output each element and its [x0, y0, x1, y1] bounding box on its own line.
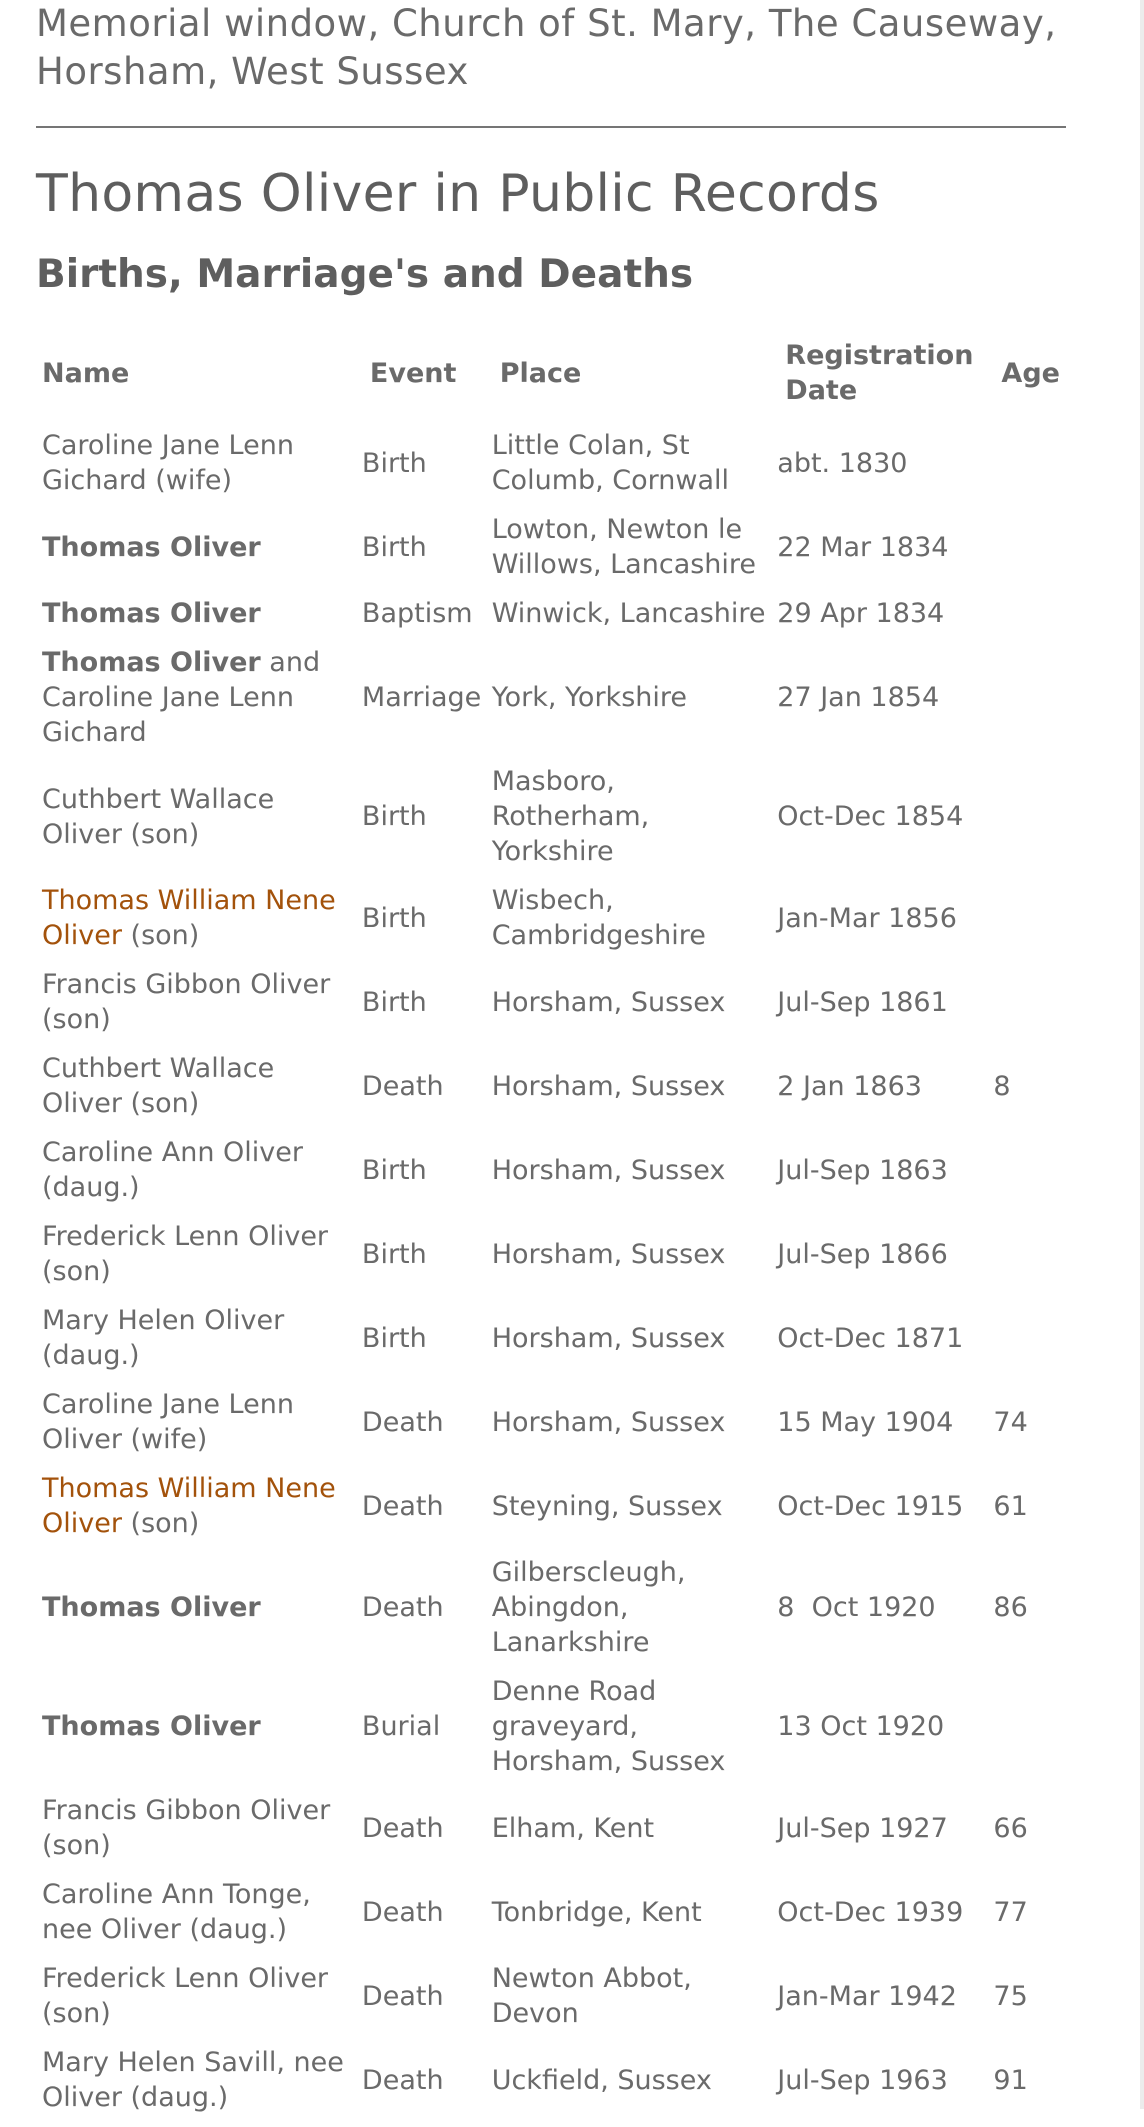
table-row — [34, 762, 1068, 881]
cell-name: Caroline Ann Tonge, nee Oliver (daug.) — [42, 1879, 311, 1945]
cell-place: Lowton, Newton le Willows, Lancashire — [491, 514, 757, 580]
table-row — [34, 1133, 1068, 1217]
cell-date: Jul-Sep 1963 — [777, 2064, 948, 2096]
cell-place: Horsham, Sussex — [491, 1406, 726, 1438]
table-row — [34, 1553, 1068, 1672]
person-link[interactable]: Thomas William Nene Oliver — [42, 1473, 336, 1539]
cell-date: 13 Oct 1920 — [777, 1711, 945, 1742]
cell-event: Death — [361, 1592, 444, 1623]
table-row — [34, 426, 1068, 510]
cell-age: 77 — [993, 1896, 1028, 1928]
cell-event: Death — [361, 1406, 444, 1438]
table-row — [34, 881, 1068, 965]
cell-date: Jul-Sep 1866 — [777, 1238, 948, 1270]
cell-event: Death — [361, 1490, 444, 1522]
cell-name: Thomas Oliver — [42, 1592, 261, 1623]
cell-name — [34, 643, 362, 762]
cell-event: Birth — [361, 1154, 427, 1186]
cell-date: Jul-Sep 1861 — [777, 986, 948, 1018]
cell-event: Death — [361, 1896, 444, 1928]
cell-event: Death — [361, 2064, 444, 2096]
table-header-row — [34, 338, 1068, 426]
divider — [36, 126, 1066, 128]
name-rest: (son) — [121, 1508, 200, 1539]
cell-event: Birth — [361, 531, 427, 563]
cell-age — [981, 594, 1068, 643]
cell-event: Burial — [361, 1711, 441, 1742]
cell-name: Caroline Jane Lenn Oliver (wife) — [42, 1389, 294, 1455]
cell-age: 86 — [993, 1592, 1028, 1623]
cell-name: Thomas Oliver — [42, 598, 261, 629]
table-row — [34, 1385, 1068, 1469]
table-row — [34, 1875, 1068, 1959]
table-row — [34, 1791, 1068, 1875]
cell-date: Oct-Dec 1854 — [777, 801, 964, 832]
cell-date: Oct-Dec 1939 — [777, 1896, 964, 1928]
section-title: Births, Marriage's and Deaths — [36, 252, 694, 297]
cell-place: Tonbridge, Kent — [491, 1896, 702, 1928]
cell-place: Elham, Kent — [491, 1812, 655, 1844]
cell-age: 61 — [993, 1490, 1028, 1522]
cell-age: 66 — [993, 1812, 1028, 1844]
cell-place: Uckfield, Sussex — [491, 2064, 712, 2096]
table-row — [34, 1049, 1068, 1133]
cell-place: Little Colan, St Columb, Cornwall — [491, 430, 730, 496]
cell-age: 74 — [993, 1406, 1028, 1438]
cell-name: Cuthbert Wallace Oliver (son) — [42, 783, 275, 850]
cell-age — [981, 1672, 1068, 1791]
table-row — [34, 1959, 1068, 2043]
cell-date: 8 Oct 1920 — [777, 1592, 936, 1623]
name-bold: Thomas Oliver — [42, 647, 261, 678]
cell-age — [981, 762, 1068, 881]
cell-event: Baptism — [361, 598, 473, 629]
table-row — [34, 2043, 1068, 2127]
cell-place: Denne Road graveyard, Horsham, Sussex — [491, 1676, 726, 1777]
page-content — [36, 0, 1068, 2127]
cell-date: 15 May 1904 — [777, 1406, 954, 1438]
cell-name — [34, 881, 362, 965]
image-caption: Memorial window, Church of St. Mary, The Causeway, Horsham, West Sussex — [36, 2, 1057, 93]
cell-age — [981, 1133, 1068, 1217]
table-row — [34, 594, 1068, 643]
cell-event: Birth — [361, 1322, 427, 1354]
cell-date: abt. 1830 — [777, 447, 908, 479]
cell-age — [981, 426, 1068, 510]
cell-place: Horsham, Sussex — [491, 986, 726, 1018]
records-table — [34, 338, 1068, 2127]
name-rest: (son) — [121, 920, 200, 951]
cell-event: Death — [361, 1980, 444, 2012]
header-age: Age — [1001, 357, 1060, 389]
cell-name: Thomas Oliver — [42, 531, 261, 563]
cell-place: Horsham, Sussex — [491, 1154, 726, 1186]
cell-name — [34, 1469, 362, 1553]
cell-date: 29 Apr 1834 — [777, 598, 945, 629]
cell-name: Cuthbert Wallace Oliver (son) — [42, 1053, 275, 1119]
header-place: Place — [499, 357, 582, 389]
cell-event: Marriage — [361, 682, 482, 713]
cell-date: Oct-Dec 1871 — [777, 1322, 964, 1354]
cell-name: Frederick Lenn Oliver (son) — [42, 1963, 329, 2029]
cell-place: Horsham, Sussex — [491, 1070, 726, 1102]
cell-age: 75 — [993, 1980, 1028, 2012]
cell-age — [981, 1301, 1068, 1385]
cell-date: Jan-Mar 1856 — [777, 902, 957, 934]
cell-place: Newton Abbot, Devon — [491, 1963, 692, 2029]
table-row — [34, 965, 1068, 1049]
scrollbar-track[interactable] — [1140, 0, 1144, 2109]
cell-age — [981, 510, 1068, 594]
cell-event: Birth — [361, 986, 427, 1018]
cell-name: Francis Gibbon Oliver (son) — [42, 1795, 331, 1861]
cell-event: Birth — [361, 447, 427, 479]
cell-age: 91 — [993, 2064, 1028, 2096]
cell-date: 22 Mar 1834 — [777, 531, 949, 563]
header-registration-date: Registration Date — [785, 340, 974, 406]
cell-place: Gilberscleugh, Abingdon, Lanarkshire — [491, 1557, 686, 1658]
table-row — [34, 643, 1068, 762]
cell-date: 2 Jan 1863 — [777, 1070, 922, 1102]
cell-place: Steyning, Sussex — [491, 1490, 723, 1522]
cell-date: Jul-Sep 1863 — [777, 1154, 948, 1186]
cell-age — [981, 965, 1068, 1049]
cell-age — [981, 643, 1068, 762]
cell-event: Death — [361, 1070, 444, 1102]
cell-place: Masboro, Rotherham, Yorkshire — [491, 766, 650, 867]
cell-age — [981, 881, 1068, 965]
cell-date: Oct-Dec 1915 — [777, 1490, 964, 1522]
table-row — [34, 1672, 1068, 1791]
cell-name: Caroline Jane Lenn Gichard (wife) — [42, 430, 294, 496]
cell-name: Mary Helen Savill, nee Oliver (daug.) — [42, 2047, 344, 2113]
cell-date: Jan-Mar 1942 — [777, 1980, 957, 2012]
cell-place: York, Yorkshire — [491, 682, 687, 713]
page-title: Thomas Oliver in Public Records — [36, 164, 880, 224]
cell-place: Horsham, Sussex — [491, 1238, 726, 1270]
cell-age: 8 — [993, 1070, 1011, 1102]
cell-place: Horsham, Sussex — [491, 1322, 726, 1354]
cell-event: Death — [361, 1812, 444, 1844]
cell-event: Birth — [361, 801, 427, 832]
table-row — [34, 1217, 1068, 1301]
cell-place: Winwick, Lancashire — [491, 598, 766, 629]
cell-event: Birth — [361, 902, 427, 934]
cell-name: Frederick Lenn Oliver (son) — [42, 1221, 329, 1287]
cell-name: Francis Gibbon Oliver (son) — [42, 969, 331, 1035]
cell-date: Jul-Sep 1927 — [777, 1812, 948, 1844]
cell-place: Wisbech, Cambridgeshire — [491, 885, 706, 951]
cell-name: Mary Helen Oliver (daug.) — [42, 1305, 285, 1371]
table-row — [34, 510, 1068, 594]
header-name: Name — [42, 357, 130, 389]
table-row — [34, 1301, 1068, 1385]
cell-age — [981, 1217, 1068, 1301]
name-rest: and Caroline Jane Lenn Gichard — [42, 647, 321, 748]
header-event: Event — [369, 357, 457, 389]
table-row — [34, 1469, 1068, 1553]
cell-date: 27 Jan 1854 — [777, 682, 940, 713]
cell-name: Thomas Oliver — [42, 1711, 261, 1742]
cell-name: Caroline Ann Oliver (daug.) — [42, 1137, 303, 1203]
cell-event: Birth — [361, 1238, 427, 1270]
person-link[interactable]: Thomas William Nene Oliver — [42, 885, 336, 951]
